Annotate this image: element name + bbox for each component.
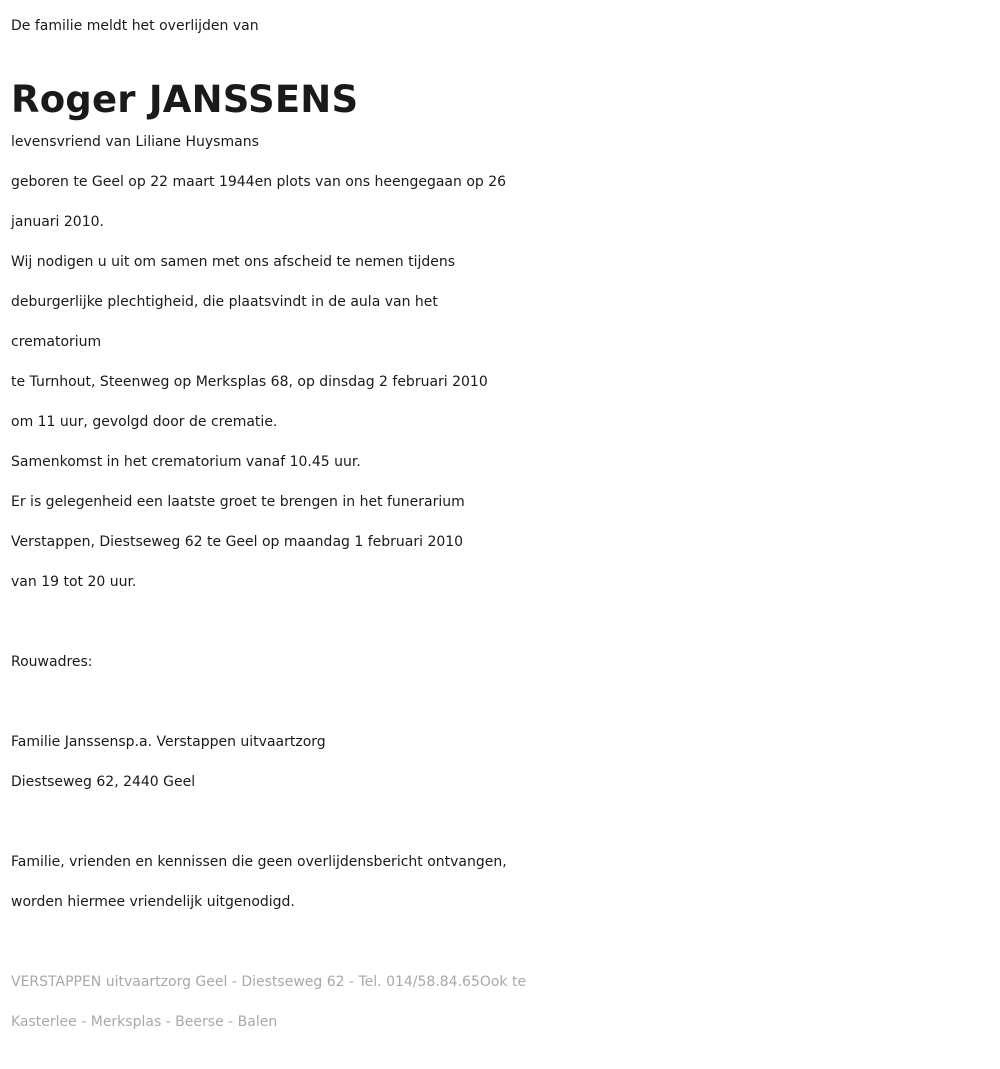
deceased-name: Roger JANSSENS (11, 78, 359, 121)
birth-death-line: geboren te Geel op 22 maart 1944en plots van ons heengegaan op 26 (11, 174, 507, 190)
spacer (11, 802, 990, 842)
invitation-line: Wij nodigen u uit om samen met ons afscheid te nemen tijdens (11, 254, 456, 270)
death-date-line: januari 2010. (11, 214, 104, 230)
funeral-home-footer: VERSTAPPEN uitvaartzorg Geel - Diestseweg 62 - Tel. 014/58.84.65Ook te (11, 974, 527, 990)
relation-line: levensvriend van Liliane Huysmans (11, 134, 259, 150)
spacer (11, 922, 990, 962)
gathering-line: Samenkomst in het crematorium vanaf 10.45 uur. (11, 454, 361, 470)
closing-line: worden hiermee vriendelijk uitgenodigd. (11, 894, 295, 910)
ceremony-line: deburgerlijke plechtigheid, die plaatsvindt in de aula van het (11, 294, 438, 310)
spacer (11, 682, 990, 722)
crematorium-line: crematorium (11, 334, 102, 350)
spacer (11, 602, 990, 642)
time-line: om 11 uur, gevolgd door de crematie. (11, 414, 278, 430)
address-line: Familie Janssensp.a. Verstappen uitvaartzorg (11, 734, 326, 750)
address-line: Diestseweg 62, 2440 Geel (11, 774, 196, 790)
funeral-home-footer: Kasterlee - Merksplas - Beerse - Balen (11, 1014, 278, 1030)
closing-line: Familie, vrienden en kennissen die geen overlijdensbericht ontvangen, (11, 854, 507, 870)
funerarium-line: Verstappen, Diestseweg 62 te Geel op maandag 1 februari 2010 (11, 534, 464, 550)
farewell-line: Er is gelegenheid een laatste groet te brengen in het funerarium (11, 494, 465, 510)
location-date-line: te Turnhout, Steenweg op Merksplas 68, op dinsdag 2 februari 2010 (11, 374, 488, 390)
intro-text: De familie meldt het overlijden van (11, 18, 259, 34)
visiting-hours-line: van 19 tot 20 uur. (11, 574, 137, 590)
address-label: Rouwadres: (11, 654, 93, 670)
